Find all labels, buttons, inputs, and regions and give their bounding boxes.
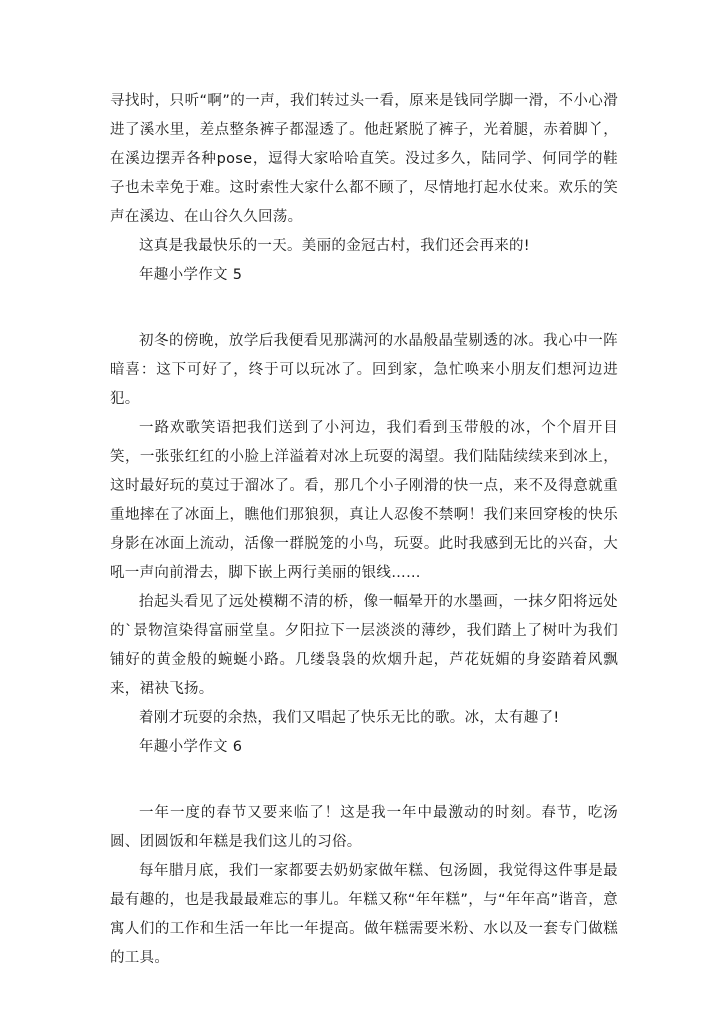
paragraph-skating: 一路欢歌笑语把我们送到了小河边，我们看到玉带般的冰，个个眉开目笑，一张张红红的小脸上洋溢着对冰上玩耍的渴望。我们陆陆续续来到冰上，这时最好玩的莫过于溜冰了。看，那几个小子刚滑的快一点，来不及得意就重重地摔在了冰面上，瞧他们那狼狈，真让人忍俊不禁啊！我们来回穿梭的快乐身影在冰面上流动，活像一群脱笼的小鸟，玩耍。此时我感到无比的兴奋，大吼一声向前滑去，脚下嵌上两行美丽的银线……: [110, 420, 618, 581]
paragraph-rice-cake: 每年腊月底，我们一家都要去奶奶家做年糕、包汤圆，我觉得这件事是最最有趣的，也是我最最难忘的事儿。年糕又称“年年糕”，与“年年高”谐音，意寓人们的工作和生活一年比一年提高。做年糕需要米粉、水以及一套专门做糕的工具。: [110, 863, 618, 966]
paragraph-sunset-scenery: 抬起头看见了远处模糊不清的桥，像一幅晕开的水墨画，一抹夕阳将远处的`景物渲染得富丽堂皇。夕阳拉下一层淡淡的薄纱，我们踏上了树叶为我们铺好的黄金般的蜿蜒小路。几缕袅袅的炊烟升起，芦花妩媚的身姿踏着风飘来，裙袂飞扬。: [110, 594, 618, 697]
paragraph-happiest-day: 这真是我最快乐的一天。美丽的金冠古村，我们还会再来的!: [139, 238, 530, 254]
essay-heading-5: 年趣小学作文 5: [139, 267, 243, 283]
essay-heading-6: 年趣小学作文 6: [139, 739, 243, 755]
section-spacer: [110, 290, 618, 327]
paragraph-winter-evening: 初冬的傍晚，放学后我便看见那满河的水晶般晶莹剔透的冰。我心中一阵暗喜：这下可好了，终于可以玩冰了。回到家，急忙唤来小朋友们想河边进犯。: [110, 333, 618, 407]
paragraph-stream-splash: 寻找时，只听“啊”的一声，我们转过头一看，原来是钱同学脚一滑，不小心滑进了溪水里，差点整条裤子都湿透了。他赶紧脱了裤子，光着腿，赤着脚丫，在溪边摆弄各种pose，逗得大家哈哈直笑。没过多久，陆同学、何同学的鞋子也未幸免于难。这时索性大家什么都不顾了，尽情地打起水仗来。欢乐的笑声在溪边、在山谷久久回荡。: [110, 93, 618, 225]
document-body: [110, 87, 618, 973]
paragraph-singing: 着刚才玩耍的余热，我们又唱起了快乐无比的歌。冰，太有趣了!: [139, 710, 560, 726]
paragraph-spring-festival: 一年一度的春节又要来临了！这是我一年中最激动的时刻。春节，吃汤圆、团圆饭和年糕是我们这儿的习俗。: [110, 805, 618, 850]
section-spacer: [110, 762, 618, 799]
